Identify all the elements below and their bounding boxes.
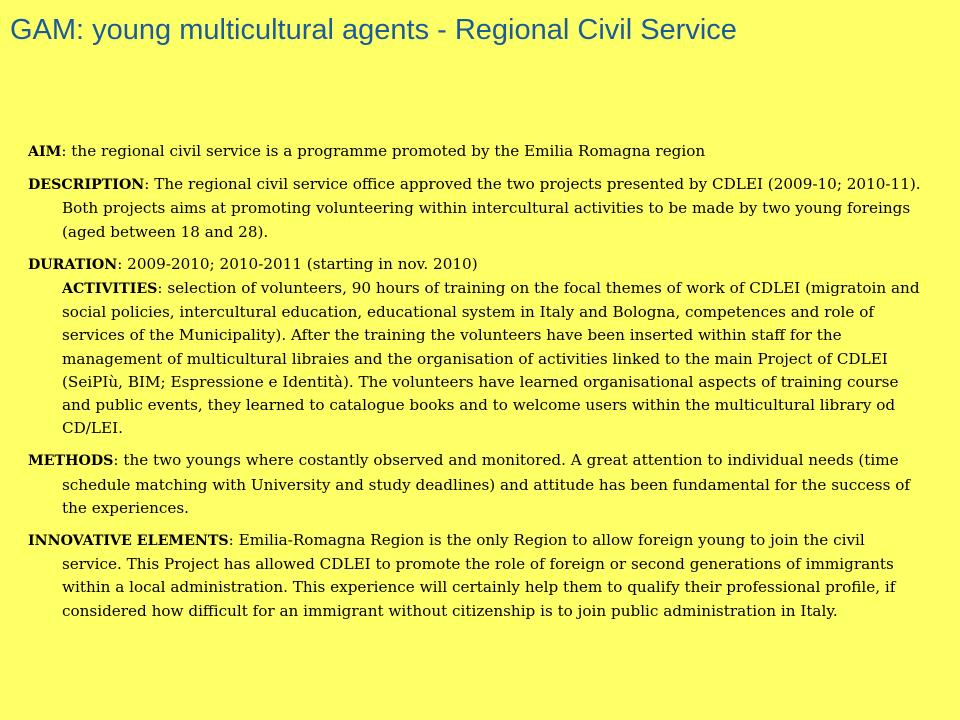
description-paragraph — [28, 173, 928, 244]
duration-paragraph — [28, 253, 928, 277]
innovative-elements-label: INNOVATIVE ELEMENTS — [28, 533, 229, 550]
description-label: DESCRIPTION — [28, 177, 145, 194]
activities-label: ACTIVITIES — [62, 281, 158, 298]
slide-body — [28, 140, 928, 632]
activities-text: : selection of volunteers, 90 hours of training on the focal themes of work of CDLEI (migratoin and social policies, intercultural education, educational system in Italy and Bologna, competences and role of services of the Municipality). After the training the volunteers have been inserted within staff for the management of multicultural libraies and the organisation of activities linked to the main Project of CDLEI (SeiPIù, BIM; Espressione e Identità). The volunteers have learned organisational aspects of training course and public events, they learned to catalogue books and to welcome users within the multicultural library od CD/LEI. — [62, 279, 920, 438]
methods-text: : the two youngs where costantly observed and monitored. A great attention to individual needs (time schedule matching with University and study deadlines) and attitude has been fundamental for the success of the experiences. — [62, 451, 910, 517]
activities-paragraph — [62, 277, 928, 440]
duration-text: : 2009-2010; 2010-2011 (starting in nov. 2010) — [117, 254, 478, 273]
slide-title: GAM: young multicultural agents - Regional Civil Service — [10, 14, 737, 46]
innovative-elements-text: : Emilia-Romagna Region is the only Region to allow foreign young to join the civil service. This Project has allowed CDLEI to promote the role of foreign or second generations of immigrants within a local administration. This experience will certainly help them to qualify their professional profile, if considered how difficult for an immigrant without citizenship is to join public administration in Italy. — [62, 531, 896, 620]
innovative-elements-paragraph — [28, 529, 928, 623]
aim-paragraph — [28, 140, 928, 164]
methods-paragraph — [28, 449, 928, 520]
aim-label: AIM — [28, 144, 62, 160]
methods-label: METHODS — [28, 453, 114, 470]
aim-text: : the regional civil service is a programme promoted by the Emilia Romagna region — [61, 142, 706, 160]
description-text: : The regional civil service office approved the two projects presented by CDLEI (2009-10; 2010-11). Both projects aims at promoting volunteering within intercultural activities to be made by two young foreings (aged between 18 and 28). — [62, 175, 921, 241]
duration-label: DURATION — [28, 256, 118, 273]
